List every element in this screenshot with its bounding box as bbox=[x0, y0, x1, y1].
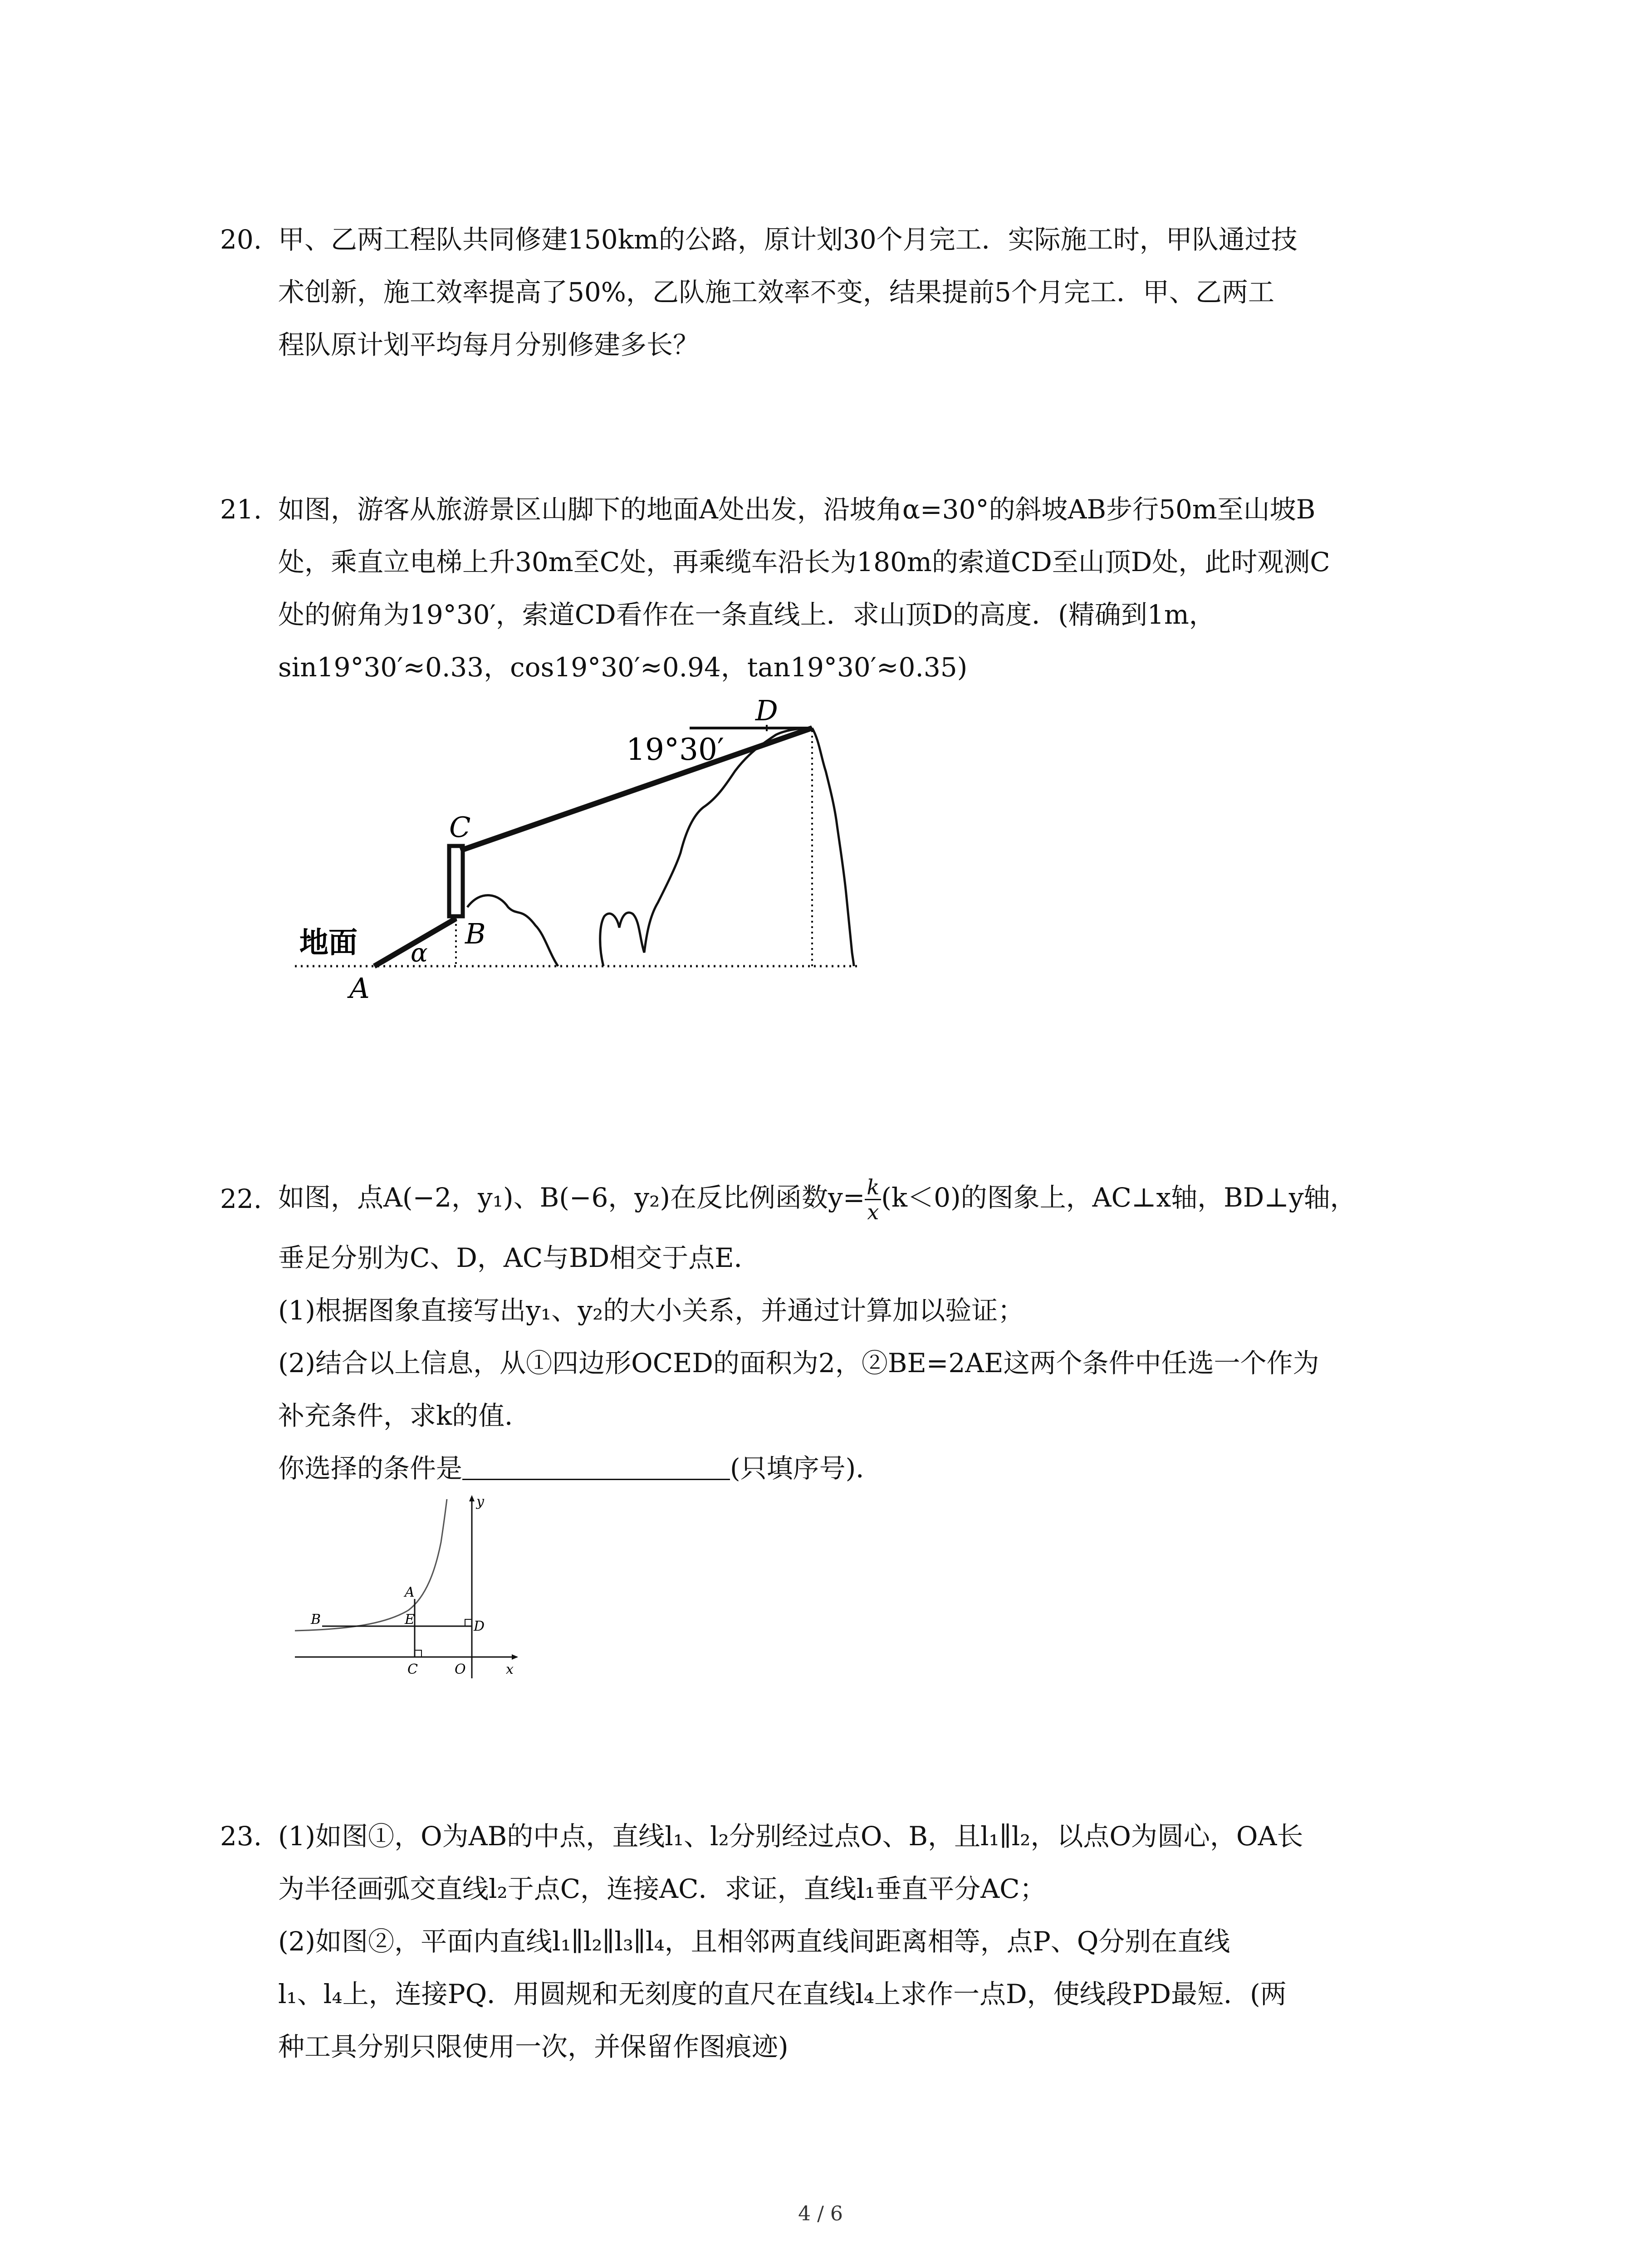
question-22 bbox=[220, 1163, 1454, 1495]
question-text: (k＜0)的图象上，AC⊥x轴，BD⊥y轴， bbox=[881, 1182, 1357, 1213]
question-text-line: 甲、乙两工程队共同修建150km的公路，原计划30个月完工．实际施工时，甲队通过技 bbox=[278, 224, 1298, 255]
inverse-function-graph bbox=[281, 1488, 535, 1687]
label-b: B bbox=[465, 917, 486, 950]
question-text-line bbox=[278, 1163, 1454, 1232]
label-c: C bbox=[449, 811, 471, 844]
question-text-line: 术创新，施工效率提高了50%，乙队施工效率不变，结果提前5个月完工．甲、乙两工 bbox=[278, 277, 1274, 308]
label-y: y bbox=[476, 1494, 484, 1510]
question-text-line: 为半径画弧交直线l₂于点C，连接AC．求证，直线l₁垂直平分AC； bbox=[278, 1873, 1046, 1904]
question-text: 你选择的条件是 bbox=[278, 1453, 463, 1484]
answer-blank[interactable] bbox=[462, 1447, 730, 1480]
question-text-line: (1)如图①，O为AB的中点，直线l₁、l₂分别经过点O、B，且l₁∥l₂，以点O为圆心，OA长 bbox=[278, 1821, 1303, 1852]
label-o: O bbox=[455, 1662, 466, 1677]
elevator bbox=[449, 846, 463, 916]
question-text: 如图，点A(−2，y₁)、B(−6，y₂)在反比例函数y= bbox=[278, 1182, 865, 1213]
question-number: 21. bbox=[220, 494, 262, 525]
hyperbola-curve bbox=[295, 1499, 447, 1631]
fraction-denominator: x bbox=[867, 1200, 879, 1225]
x-axis-arrow bbox=[512, 1654, 518, 1660]
question-text-line: l₁、l₄上，连接PQ．用圆规和无刻度的直尺在直线l₄上求作一点D，使线段PD最短．(两 bbox=[278, 1979, 1287, 2009]
fraction-numerator: k bbox=[865, 1175, 881, 1200]
label-alpha: α bbox=[411, 938, 428, 968]
question-text-line: 垂足分别为C、D，AC与BD相交于点E． bbox=[278, 1242, 760, 1273]
question-text-line: 如图，游客从旅游景区山脚下的地面A处出发，沿坡角α=30°的斜坡AB步行50m至山坡B bbox=[278, 494, 1316, 525]
label-angle: 19°30′ bbox=[626, 732, 724, 767]
question-text-line: (2)如图②，平面内直线l₁∥l₂∥l₃∥l₄，且相邻两直线间距离相等，点P、Q分别在直线 bbox=[278, 1926, 1230, 1957]
question-text-line bbox=[278, 1442, 1454, 1495]
question-text-line: sin19°30′≈0.33，cos19°30′≈0.94，tan19°30′≈0.35) bbox=[278, 652, 968, 683]
label-d: D bbox=[755, 694, 778, 727]
y-axis-arrow bbox=[469, 1495, 475, 1501]
question-number: 20. bbox=[220, 224, 262, 255]
question-21 bbox=[220, 483, 1454, 694]
label-e: E bbox=[405, 1612, 415, 1628]
page-number: 4 / 6 bbox=[798, 2202, 843, 2225]
question-20 bbox=[220, 213, 1454, 371]
fraction-k-over-x bbox=[865, 1175, 881, 1224]
label-a: A bbox=[405, 1584, 415, 1600]
question-23 bbox=[220, 1810, 1454, 2073]
question-text-line: 程队原计划平均每月分别修建多长？ bbox=[278, 329, 700, 360]
question-text: (只填序号)． bbox=[730, 1453, 882, 1484]
right-angle-d bbox=[465, 1619, 472, 1626]
label-b: B bbox=[311, 1612, 321, 1628]
question-text-line: 处，乘直立电梯上升30m至C处，再乘缆车沿长为180m的索道CD至山顶D处，此时观测C bbox=[278, 547, 1330, 577]
label-a: A bbox=[349, 972, 370, 1005]
label-ground: 地面 bbox=[299, 926, 358, 960]
question-text-line: 处的俯角为19°30′，索道CD看作在一条直线上．求山顶D的高度．(精确到1m， bbox=[278, 599, 1215, 630]
right-angle-c bbox=[415, 1650, 421, 1657]
question-text-line: (1)根据图象直接写出y₁、y₂的大小关系，并通过计算加以验证； bbox=[278, 1295, 1024, 1326]
question-number: 23. bbox=[220, 1821, 262, 1852]
question-text-line: 种工具分别只限使用一次，并保留作图痕迹) bbox=[278, 2031, 789, 2062]
label-x: x bbox=[506, 1662, 514, 1677]
label-d: D bbox=[474, 1618, 485, 1634]
question-text-line: (2)结合以上信息，从①四边形OCED的面积为2，②BE=2AE这两个条件中任选一个作为 bbox=[278, 1348, 1319, 1378]
question-number: 22. bbox=[220, 1183, 262, 1214]
label-c: C bbox=[407, 1662, 418, 1677]
question-text-line: 补充条件，求k的值． bbox=[278, 1400, 531, 1431]
cable-car-mountain-figure bbox=[281, 680, 894, 1025]
